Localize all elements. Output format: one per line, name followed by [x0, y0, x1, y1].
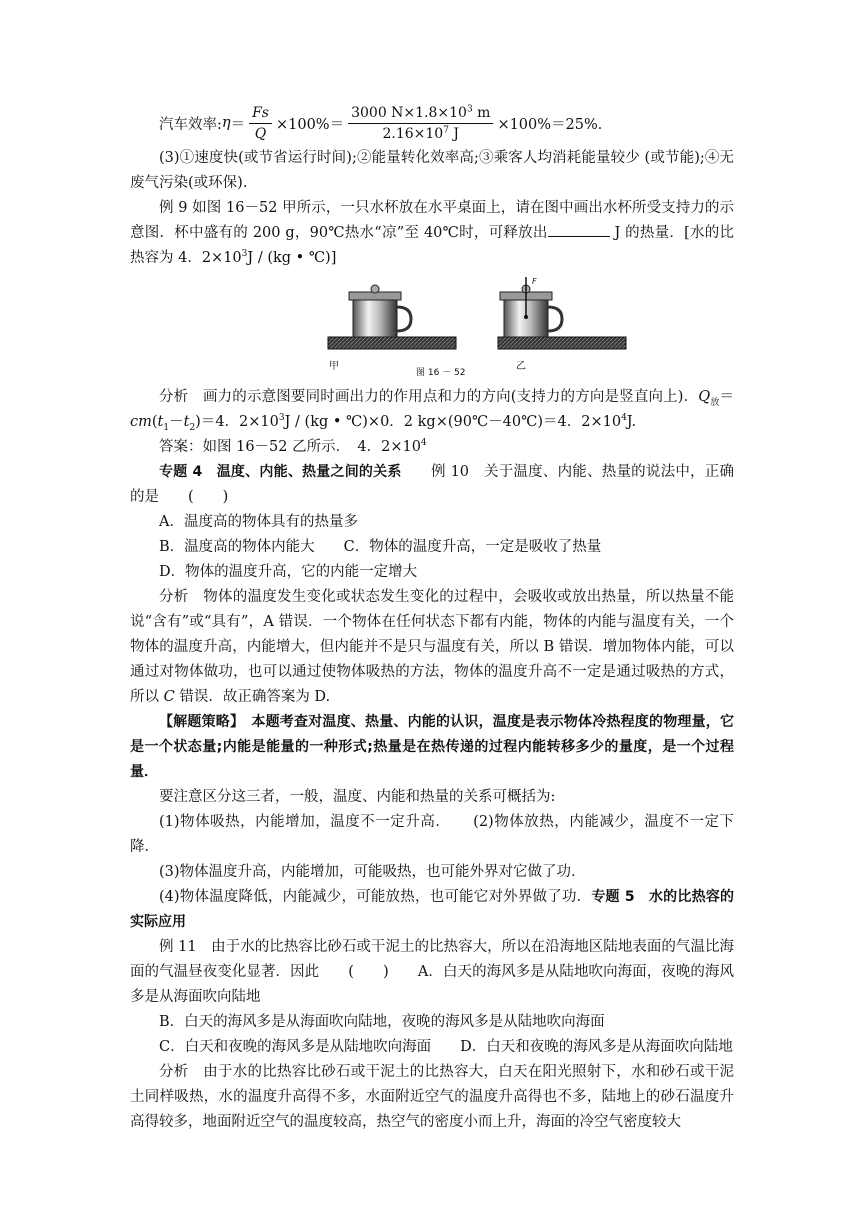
analysis-10: 分析 物体的温度发生变化或状态发生变化的过程中，会吸收或放出热量，所以热量不能说“含有”或“具有”，A 错误．一个物体在任何状态下都有内能，物体的内能与温度有关，一个物体的温度升高，内能增大，但内能并不是只与温度有关，所以 B 错误．增加物体内能，可以通过对物体做功，也可以通过使物体吸热的方法，物体的温度升高不一定是通过吸热的方式，所以 C 错误．故正确答案为 D. [130, 589, 734, 705]
figure-caption: 图 16 － 52 [416, 368, 466, 378]
force-label: F [532, 277, 537, 286]
option-11-cd: C．白天和夜晚的海风多是从陆地吹向海面 D．白天和夜晚的海风多是从海面吹向陆地 [159, 1039, 733, 1055]
example-11: 例 11 由于水的比热容比砂石或干泥土的比热容大，所以在沿海地区陆地表面的气温比海面的气温昼夜变化显著．因此 ( ) A．白天的海风多是从陆地吹向海面，夜晚的海风多是从海面吹向陆地 [130, 939, 734, 1005]
answer-blank [548, 222, 610, 237]
relation-4: (4)物体温度降低，内能减少，可能放热，也可能它对外界做了功．专题 5 水的比热容的实际应用 [130, 889, 734, 930]
cup-right [498, 277, 626, 349]
option-11-b: B．白天的海风多是从海面吹向陆地，夜晚的海风多是从陆地吹向海面 [159, 1014, 605, 1030]
cup-left [328, 285, 456, 349]
answer-9: 答案：如图 16－52 乙所示． 4．$2\times 10^4$ [159, 438, 427, 455]
option-bc: B．温度高的物体内能大 C．物体的温度升高，一定是吸收了热量 [159, 539, 602, 555]
strategy-paragraph: 【解题策略】 本题考查对温度、热量、内能的认识，温度是表示物体冷热程度的物理量，它是一个状态量;内能是能量的一种形式;热量是在热传递的过程内能转移多少的量度，是一个过程量． [130, 714, 734, 780]
advantages-paragraph: (3)①速度快(或节省运行时间);②能量转化效率高;③乘客人均消耗能量较少 (或节能);④无废气污染(或环保). [130, 150, 734, 191]
topic-4: 专题 4 温度、内能、热量之间的关系 例 10 关于温度、内能、热量的说法中，正确的是 ( ) [130, 464, 734, 505]
note-paragraph: 要注意区分这三者，一般，温度、内能和热量的关系可概括为: [159, 789, 556, 805]
fraction-fs-q: $\frac{Fs}{Q}$ [249, 104, 272, 143]
analysis-9: 分析 画力的示意图要同时画出力的作用点和力的方向(支持力的方向是竖直向上)．$Q_放=cm(t_1-t_2)=4$．$2\times 10^3J / (kg$ • ℃)×0．2 kg×(90℃－40℃)＝4．$2\times 10^4J$. [130, 389, 734, 433]
option-a: A．温度高的物体具有的热量多 [159, 514, 358, 530]
label-yi: 乙 [516, 361, 526, 372]
relation-3: (3)物体温度升高，内能增加，可能吸热，也可能外界对它做了功． [159, 864, 586, 880]
figure-16-52 [130, 277, 734, 381]
label-jia: 甲 [329, 361, 339, 372]
relation-1-2: (1)物体吸热，内能增加，温度不一定升高． (2)物体放热，内能减少，温度不一定下降． [130, 814, 734, 855]
document-body [130, 100, 734, 1135]
option-d: D．物体的温度升高，它的内能一定增大 [159, 564, 418, 580]
topic-4-title: 专题 4 温度、内能、热量之间的关系 [159, 464, 402, 480]
efficiency-equation: 汽车效率: η ＝ $\frac{Fs}{Q}$ ×100%＝ $\frac{3000 N\times 1.8\times 10^3 m}{2.16\times 10^7 J}$ ×100%＝25%． [159, 103, 613, 142]
fraction-values: $\frac{3000 N\times 1.8\times 10^3 m}{2.16\times 10^7 J}$ [348, 104, 493, 143]
topic-5-title: 专题 5 水的比热容的实际应用 [130, 889, 734, 930]
equation-label: 汽车效率: [159, 116, 222, 133]
analysis-11: 分析 由于水的比热容比砂石或干泥土的比热容大，白天在阳光照射下，水和砂石或干泥土同样吸热，水的温度升高得不多，水面附近空气的温度升高得也不多，陆地上的砂石温度升高得较多，地面附近空气的温度较高，热空气的密度小而上升，海面的冷空气密度较大 [130, 1064, 734, 1130]
example-9: 例 9 如图 16－52 甲所示，一只水杯放在水平桌面上，请在图中画出水杯所受支持力的示意图．杯中盛有的 200 g，90℃热水“凉”至 40℃时，可释放出 J 的热量．[水的比热容为 4．$2\times 10^3J / (kg$ • ℃)] [130, 200, 735, 266]
